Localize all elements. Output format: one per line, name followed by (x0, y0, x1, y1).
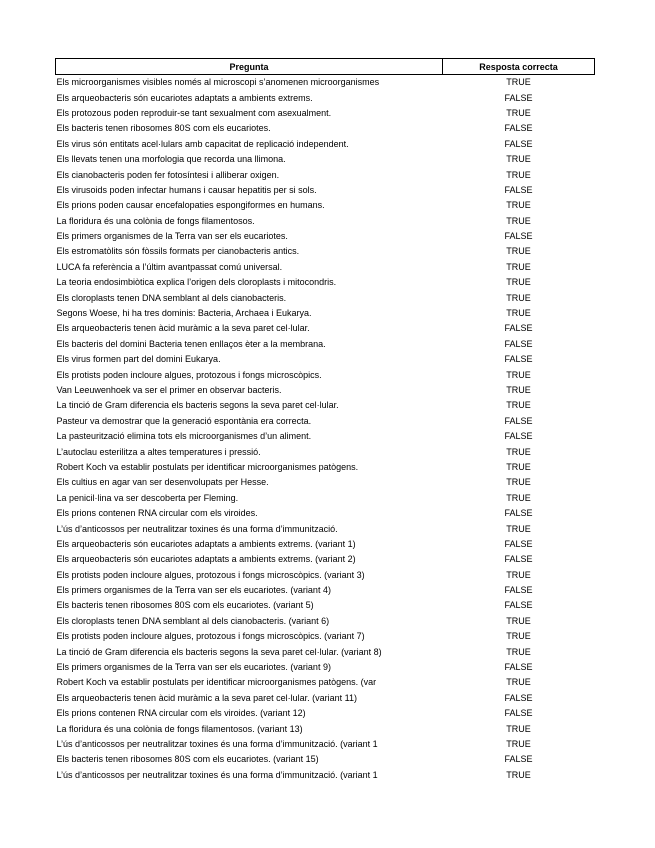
table-row (56, 275, 595, 290)
answer-cell[interactable]: TRUE (506, 385, 531, 395)
question-cell[interactable]: Els arqueobacteris són eucariotes adaptats a ambients extrems. (56, 92, 313, 103)
question-cell[interactable]: Els microorganismes visibles només al microscopi s’anomenen microorganismes (56, 77, 380, 88)
table-row (56, 198, 595, 213)
table-row (56, 583, 595, 598)
question-cell[interactable]: Els virus formen part del domini Eukarya. (56, 354, 221, 365)
question-cell[interactable]: Els bacteris tenen ribosomes 80S com els eucariotes. (variant 5) (56, 600, 314, 611)
question-cell[interactable]: Els bacteris tenen ribosomes 80S com els eucariotes. (56, 123, 271, 134)
answer-cell[interactable]: TRUE (506, 569, 531, 580)
table-row (56, 475, 595, 490)
question-cell[interactable]: Els prions contenen RNA circular com els viroides. (56, 508, 258, 519)
answer-cell[interactable]: TRUE (506, 400, 531, 411)
question-cell[interactable]: La tinció de Gram diferencia els bacteris segons la seva paret cel·lular. (56, 400, 339, 411)
answer-cell[interactable]: TRUE (506, 631, 531, 642)
table-row (56, 152, 595, 167)
table-row (56, 752, 595, 767)
question-cell[interactable]: La floridura és una colònia de fongs filamentosos. (variant 13) (56, 723, 303, 734)
answer-cell[interactable]: TRUE (506, 446, 531, 457)
answer-cell[interactable]: TRUE (506, 677, 531, 688)
table-row (56, 383, 595, 398)
table-row (56, 244, 595, 259)
table-row (56, 414, 595, 429)
question-cell[interactable]: L’ús d’anticossos per neutralitzar toxines és una forma d’immunització. (variant 1 (56, 769, 378, 780)
table-row (56, 290, 595, 305)
table-row (56, 675, 595, 690)
table-row (56, 229, 595, 244)
question-cell[interactable]: Robert Koch va establir postulats per identificar microorganismes patògens. (56, 461, 359, 472)
column-header-answer[interactable]: Resposta correcta (443, 59, 595, 75)
table-row (56, 491, 595, 506)
answer-cell[interactable]: FALSE (504, 123, 533, 134)
table-row (56, 644, 595, 659)
question-cell[interactable]: Els protists poden incloure algues, protozous i fongs microscòpics. (variant 7) (56, 631, 365, 642)
table-row (56, 537, 595, 552)
column-header-question[interactable]: Pregunta (56, 59, 443, 75)
question-cell[interactable]: Els virusoids poden infectar humans i causar hepatitis per si sols. (56, 184, 317, 195)
table-row (56, 90, 595, 105)
question-cell[interactable]: Els bacteris tenen ribosomes 80S com els eucariotes. (variant 15) (56, 754, 319, 765)
question-cell[interactable]: L’autoclau esterilitza a altes temperatures i pressió. (56, 446, 261, 457)
table-row (56, 260, 595, 275)
question-cell[interactable]: Els arqueobacteris tenen àcid muràmic a la seva paret cel·lular. (56, 323, 310, 334)
table-row (56, 214, 595, 229)
question-cell[interactable]: Els protists poden incloure algues, protozous i fongs microscòpics. (variant 3) (56, 569, 365, 580)
question-cell[interactable]: La penicil·lina va ser descoberta per Fleming. (56, 492, 239, 503)
question-cell[interactable]: Els virus són entitats acel·lulars amb capacitat de replicació independent. (56, 138, 349, 149)
table-row (56, 306, 595, 321)
answer-cell[interactable]: TRUE (506, 492, 531, 503)
answer-cell[interactable]: FALSE (504, 92, 533, 103)
table-row (56, 691, 595, 706)
answer-cell[interactable]: TRUE (506, 308, 531, 319)
question-cell[interactable]: L’ús d’anticossos per neutralitzar toxines és una forma d’immunització. (56, 523, 338, 534)
answer-cell[interactable]: TRUE (506, 723, 531, 734)
table-row (56, 768, 595, 783)
header-row (56, 59, 595, 75)
answer-cell[interactable]: FALSE (504, 138, 533, 149)
answer-cell[interactable]: TRUE (506, 615, 531, 626)
answer-cell[interactable]: FALSE (504, 585, 533, 596)
question-cell[interactable]: Els bacteris del domini Bacteria tenen enllaços èter a la membrana. (56, 338, 326, 349)
answer-cell[interactable]: TRUE (506, 215, 531, 226)
answer-cell[interactable]: FALSE (504, 323, 533, 334)
table-row (56, 106, 595, 121)
spreadsheet (55, 58, 594, 783)
question-cell[interactable]: Van Leeuwenhoek va ser el primer en observar bacteris. (56, 385, 282, 395)
question-cell[interactable]: La pasteurització elimina tots els microorganismes d’un aliment. (56, 431, 312, 442)
question-cell[interactable]: Els cianobacteris poden fer fotosíntesi i alliberar oxigen. (56, 169, 280, 180)
answer-cell[interactable]: FALSE (504, 508, 533, 519)
answer-cell[interactable]: FALSE (504, 538, 533, 549)
table-row (56, 75, 595, 91)
table-body (56, 75, 595, 783)
question-cell[interactable]: LUCA fa referència a l’últim avantpassat comú universal. (56, 261, 283, 272)
answer-cell[interactable]: TRUE (506, 646, 531, 657)
answer-cell[interactable]: TRUE (506, 769, 531, 780)
answer-cell[interactable]: TRUE (506, 200, 531, 211)
question-cell[interactable]: Els cultius en agar van ser desenvolupats per Hesse. (56, 477, 269, 488)
quiz-table (55, 58, 595, 783)
answer-cell[interactable]: TRUE (506, 154, 531, 165)
question-cell[interactable]: Els arqueobacteris tenen àcid muràmic a la seva paret cel·lular. (variant 11) (56, 692, 357, 703)
question-cell[interactable]: La teoria endosimbiòtica explica l’origen dels cloroplasts i mitocondris. (56, 277, 337, 288)
table-row (56, 598, 595, 613)
table-row (56, 614, 595, 629)
answer-cell[interactable]: FALSE (504, 184, 533, 195)
answer-cell[interactable]: TRUE (506, 523, 531, 534)
table-row (56, 321, 595, 336)
table-row (56, 737, 595, 752)
answer-cell[interactable]: FALSE (504, 708, 533, 719)
question-cell[interactable]: La floridura és una colònia de fongs filamentosos. (56, 215, 255, 226)
question-cell[interactable]: Els cloroplasts tenen DNA semblant al dels cianobacteris. (56, 292, 287, 303)
answer-cell[interactable]: TRUE (506, 246, 531, 257)
question-cell[interactable]: Els arqueobacteris són eucariotes adaptats a ambients extrems. (variant 1) (56, 538, 356, 549)
question-cell[interactable]: Els prions poden causar encefalopaties espongiformes en humans. (56, 200, 325, 211)
table-row (56, 352, 595, 367)
answer-cell[interactable]: FALSE (504, 415, 533, 426)
answer-cell[interactable]: FALSE (504, 431, 533, 442)
question-cell[interactable]: Els prions contenen RNA circular com els viroides. (variant 12) (56, 708, 306, 719)
table-row (56, 367, 595, 382)
question-cell[interactable]: Els llevats tenen una morfologia que recorda una llimona. (56, 154, 286, 165)
answer-cell[interactable]: TRUE (506, 292, 531, 303)
answer-cell[interactable]: TRUE (506, 369, 531, 380)
answer-cell[interactable]: FALSE (504, 754, 533, 765)
answer-cell[interactable]: TRUE (506, 461, 531, 472)
answer-cell[interactable]: FALSE (504, 692, 533, 703)
table-row (56, 137, 595, 152)
answer-cell[interactable]: TRUE (506, 277, 531, 288)
table-row (56, 660, 595, 675)
answer-cell[interactable]: FALSE (504, 600, 533, 611)
table-row (56, 706, 595, 721)
question-cell[interactable]: L’ús d’anticossos per neutralitzar toxines és una forma d’immunització. (variant 1 (56, 738, 378, 749)
answer-cell[interactable]: TRUE (506, 77, 531, 88)
question-cell[interactable]: Segons Woese, hi ha tres dominis: Bacteria, Archaea i Eukarya. (56, 308, 312, 319)
table-row (56, 629, 595, 644)
question-cell[interactable]: Els primers organismes de la Terra van ser els eucariotes. (variant 9) (56, 662, 331, 673)
table-row (56, 460, 595, 475)
answer-cell[interactable]: TRUE (506, 477, 531, 488)
table-row (56, 521, 595, 536)
answer-cell[interactable]: FALSE (504, 231, 533, 242)
question-cell[interactable]: Els estromatòlits són fòssils formats per cianobacteris antics. (56, 246, 300, 257)
table-row (56, 429, 595, 444)
question-cell[interactable]: Els protozous poden reproduir-se tant sexualment com asexualment. (56, 107, 332, 118)
table-row (56, 444, 595, 459)
question-cell[interactable]: La tinció de Gram diferencia els bacteris segons la seva paret cel·lular. (variant 8) (56, 646, 382, 657)
answer-cell[interactable]: FALSE (504, 354, 533, 365)
answer-cell[interactable]: FALSE (504, 662, 533, 673)
question-cell[interactable]: Robert Koch va establir postulats per identificar microorganismes patògens. (var (56, 677, 377, 688)
table-row (56, 167, 595, 182)
answer-cell[interactable]: TRUE (506, 107, 531, 118)
table-row (56, 506, 595, 521)
answer-cell[interactable]: FALSE (504, 554, 533, 565)
question-cell[interactable]: Els cloroplasts tenen DNA semblant al dels cianobacteris. (variant 6) (56, 615, 330, 626)
question-cell[interactable]: Els primers organismes de la Terra van ser els eucariotes. (variant 4) (56, 585, 331, 596)
question-cell[interactable]: Els protists poden incloure algues, protozous i fongs microscòpics. (56, 369, 322, 380)
table-row (56, 337, 595, 352)
question-cell[interactable]: Els arqueobacteris són eucariotes adaptats a ambients extrems. (variant 2) (56, 554, 356, 565)
table-row (56, 552, 595, 567)
answer-cell[interactable]: TRUE (506, 738, 531, 749)
answer-cell[interactable]: TRUE (506, 169, 531, 180)
table-row (56, 398, 595, 413)
answer-cell[interactable]: FALSE (504, 338, 533, 349)
answer-cell[interactable]: TRUE (506, 261, 531, 272)
question-cell[interactable]: Els primers organismes de la Terra van ser els eucariotes. (56, 231, 288, 242)
table-row (56, 568, 595, 583)
table-row (56, 183, 595, 198)
table-row (56, 121, 595, 136)
table-row (56, 721, 595, 736)
question-cell[interactable]: Pasteur va demostrar que la generació espontània era correcta. (56, 415, 312, 426)
